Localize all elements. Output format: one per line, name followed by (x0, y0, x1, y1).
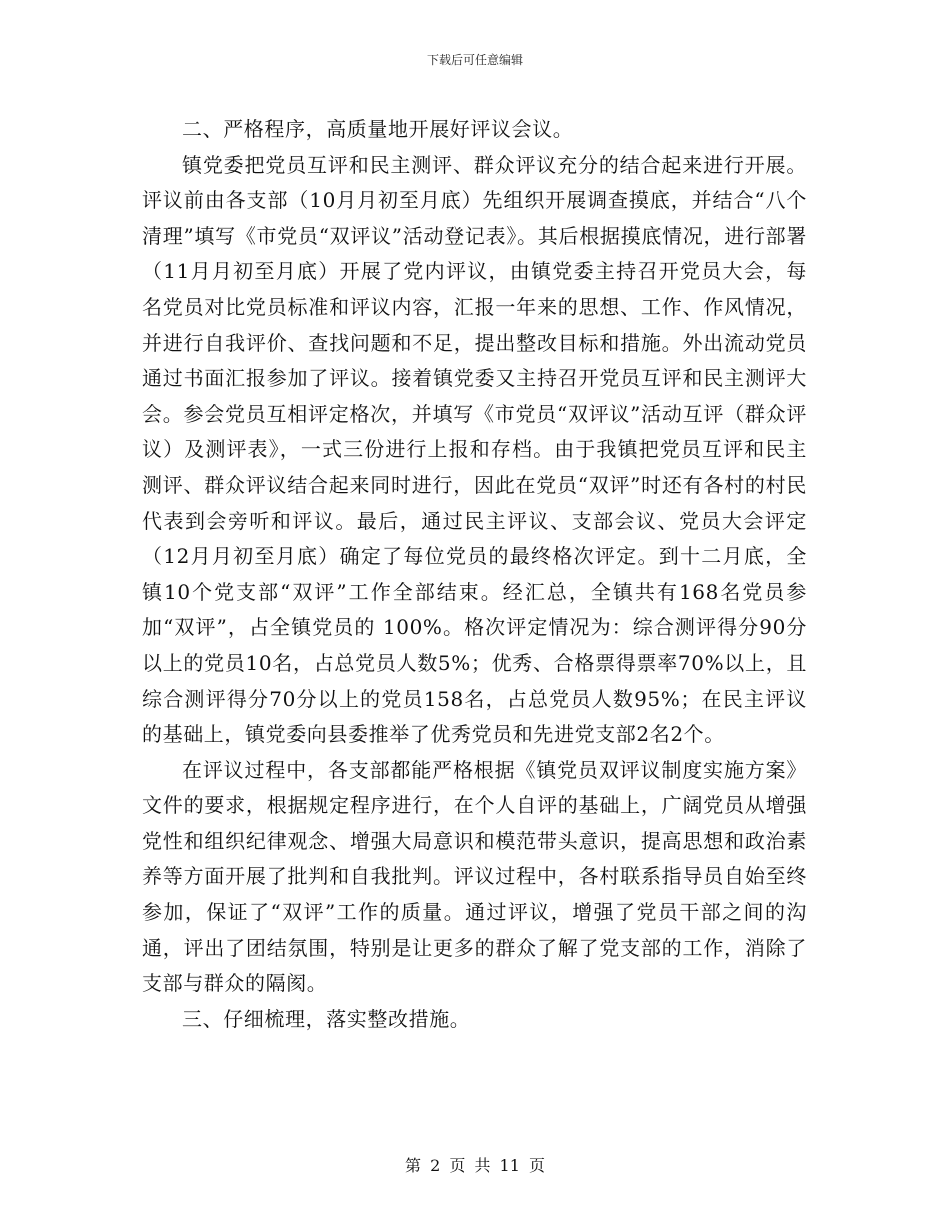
document-body (142, 112, 807, 1037)
section-heading-2: 二、严格程序，高质量地开展好评议会议。 (182, 117, 574, 141)
page-header-note: 下载后可任意编辑 (426, 53, 523, 67)
body-paragraph: 镇党委把党员互评和民主测评、群众评议充分的结合起来进行开展。评议前由各支部（10月月初至月底）先组织开展调查摸底，并结合“八个清理”填写《市党员“双评议”活动登记表》。其后根据摸底情况，进行部署（11月月初至月底）开展了党内评议，由镇党委主持召开党员大会，每名党员对比党员标准和评议内容，汇报一年来的思想、工作、作风情况，并进行自我评价、查找问题和不足，提出整改目标和措施。外出流动党员通过书面汇报参加了评议。接着镇党委又主持召开党员互评和民主测评大会。参会党员互相评定格次，并填写《市党员“双评议”活动互评（群众评议）及测评表》，一式三份进行上报和存档。由于我镇把党员互评和民主测评、群众评议结合起来同时进行，因此在党员“双评”时还有各村的村民代表到会旁听和评议。最后，通过民主评议、支部会议、党员大会评定（12月月初至月底）确定了每位党员的最终格次评定。到十二月底，全镇10个党支部“双评”工作全部结束。经汇总，全镇共有168名党员参加“双评”，占全镇党员的 100%。格次评定情况为：综合测评得分90分以上的党员10名，占总党员人数5%；优秀、合格票得票率70%以上，且综合测评得分70分以上的党员158名，占总党员人数95%；在民主评议的基础上，镇党委向县委推举了优秀党员和先进党支部2名2个。 (142, 152, 807, 747)
section-heading-3: 三、仔细梳理，落实整改措施。 (182, 1006, 471, 1031)
page-number: 第 2 页 共 11 页 (405, 1156, 545, 1175)
body-paragraph: 在评议过程中，各支部都能严格根据《镇党员双评议制度实施方案》文件的要求，根据规定程序进行，在个人自评的基础上，广阔党员从增强党性和组织纪律观念、增强大局意识和模范带头意识，提高思想和政治素养等方面开展了批判和自我批判。评议过程中，各村联系指导员自始至终参加，保证了“双评”工作的质量。通过评议，增强了党员干部之间的沟通，评出了团结氛围，特别是让更多的群众了解了党支部的工作，消除了支部与群众的隔阂。 (142, 757, 807, 996)
